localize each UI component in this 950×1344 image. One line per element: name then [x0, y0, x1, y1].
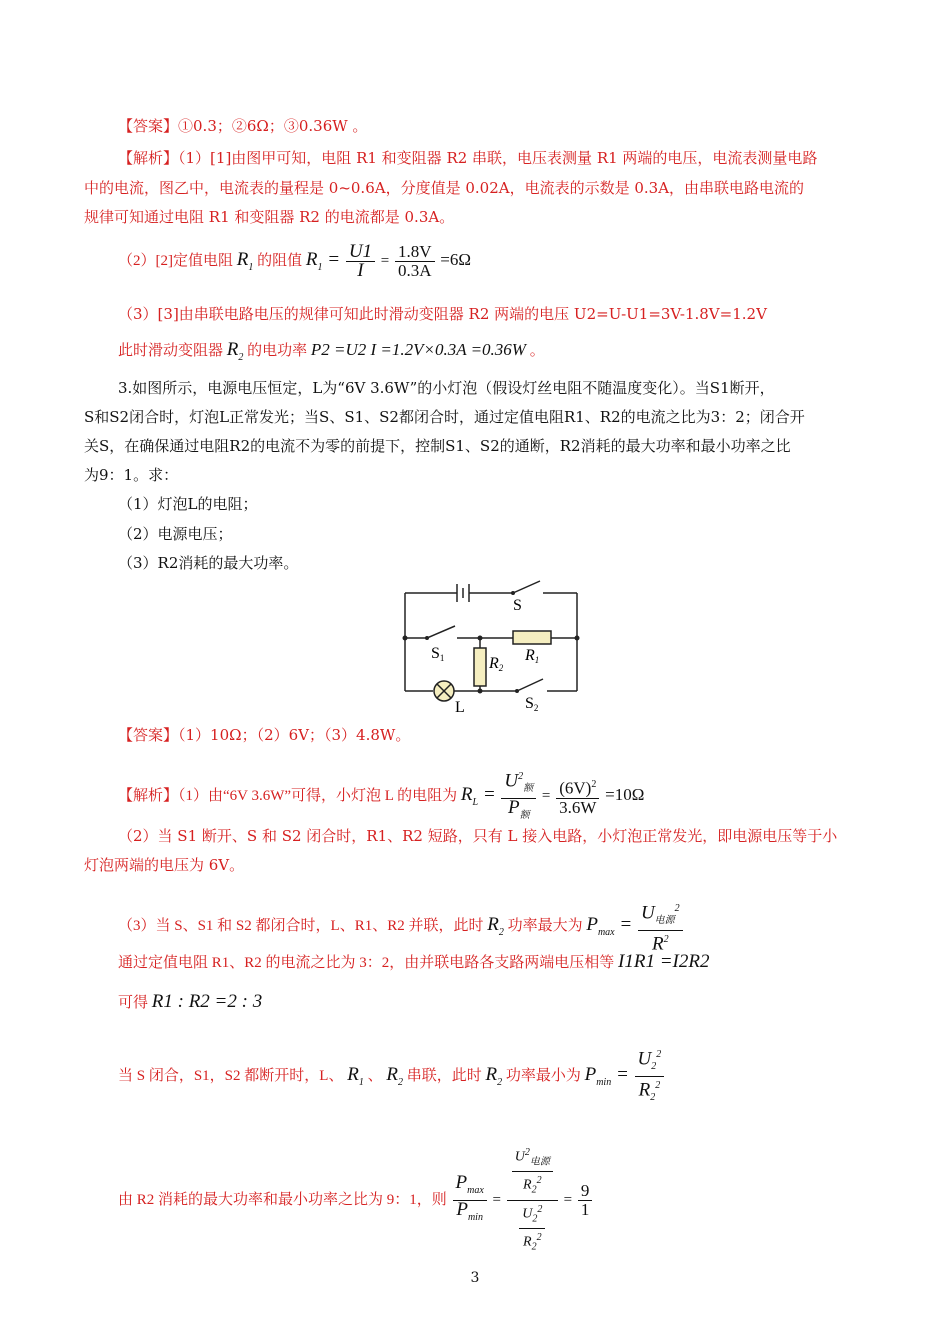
- answer-line-3: [118, 725, 410, 745]
- a3-p7-den: 1: [580, 1199, 590, 1219]
- p2-result: =6Ω: [440, 249, 472, 269]
- label-r1: R1: [525, 647, 540, 665]
- answer-tag: 【答案】: [118, 117, 179, 135]
- p4-equation: P2 =U2 I =1.2V×0.3A =0.36W: [310, 340, 526, 359]
- analysis1-p2: （2）[2]定值电阻 $R_1$ 的阻值 $R_1$ = $\frac{U1}{I}$ = $\frac{1.8V}{0.3A}$ =6Ω: [118, 241, 472, 281]
- page-number: 3: [470, 1270, 480, 1286]
- analysis3-p5: [118, 992, 262, 1013]
- a3-p3-pre: （3）当 S、S1 和 S2 都闭合时，L、R1、R2 并联，此时: [118, 918, 484, 935]
- analysis3-p2b: 灯泡两端的电压为 6V。: [84, 856, 245, 874]
- analysis3-p3: （3）当 S、S1 和 S2 都闭合时，L、R1、R2 并联，此时 $R_2$ 功率最大为 $P_{max}$ = $\frac{U_{电源}^2}{R^2}$: [118, 900, 685, 953]
- answer3-tag: 【答案】: [118, 726, 179, 744]
- answer-text: ①0.3；②6Ω；③0.36W 。: [178, 117, 368, 135]
- analysis3-p6: 当 S 闭合，S1，S2 都断开时，L、 $R_1$ 、 $R_2$ 串联，此时 $R_2$ 功率最小为 $P_{min}$ = $\frac{U_2^2}{R_2^2}$: [118, 1046, 666, 1107]
- a3-p5-pre: 可得: [118, 995, 149, 1011]
- analysis-text: （1）[1]由图甲可知，电阻 R1 和变阻器 R2 串联，电压表测量 R1 两端的电压，电流表测量电路: [178, 149, 818, 167]
- a3-p1-result: =10Ω: [605, 784, 645, 804]
- analysis1-p1a: [118, 148, 817, 168]
- a3-p4: 通过定值电阻 R1、R2 的电流之比为 3：2，由并联电路各支路两端电压相等: [118, 955, 615, 971]
- a3-p3-mid: 功率最大为: [507, 918, 583, 935]
- a3-p7-num: 9: [578, 1182, 593, 1201]
- label-r2: R2: [489, 655, 504, 673]
- frac-den: I: [357, 260, 364, 281]
- analysis3-p2a: （2）当 S1 断开、S 和 S2 闭合时，R1、R2 短路，只有 L 接入电路，小灯泡正常发光，即电源电压等于小: [118, 827, 838, 845]
- a3-p7-pre: 由 R2 消耗的最大功率和最小功率之比为 9：1，则: [118, 1191, 447, 1208]
- sub-question-2: （2）电源电压；: [118, 525, 233, 543]
- a3-p4-eq: I1R1 =I2R2: [618, 951, 710, 972]
- label-l: L: [455, 699, 465, 716]
- analysis1-p1c: 规律可知通过电阻 R1 和变阻器 R2 的电流都是 0.3A。: [84, 208, 455, 226]
- analysis-tag: 【解析】: [118, 149, 179, 167]
- a3-p6-end: 功率最小为: [505, 1068, 581, 1085]
- frac-num: U1: [346, 243, 375, 262]
- sub-question-3: （3）R2消耗的最大功率。: [118, 554, 299, 572]
- question-line-1: 3.如图所示，电源电压恒定，L为“6V 3.6W”的小灯泡（假设灯丝电阻不随温度变化）。当S1断开，: [118, 379, 775, 397]
- question-line-2: S和S2闭合时，灯泡L正常发光；当S、S1、S2都闭合时，通过定值电阻R1、R2的电流之比为3：2；闭合开: [84, 408, 805, 426]
- sub-question-1: （1）灯泡L的电阻；: [118, 495, 258, 513]
- analysis3-p7: 由 R2 消耗的最大功率和最小功率之比为 9：1，则 $\frac{P_{max}}{P_{min}}$ = $\frac{\frac{U^2_{电源}}{R_2^2}}{\frac{U_2^2}{R_2^2}}$ = $\frac{9}{1}$: [118, 1144, 594, 1257]
- analysis1-p4: 此时滑动变阻器 $R_2$ 的电功率 P2 =U2 I =1.2V×0.3A =0.36W 。: [118, 339, 545, 363]
- analysis1-p1b: 中的电流，图乙中，电流表的量程是 0~0.6A，分度值是 0.02A，电流表的示数是 0.3A，由串联电路电流的: [84, 179, 805, 197]
- frac-den-2: 0.3A: [398, 261, 432, 280]
- frac-num-2: 1.8V: [395, 243, 435, 262]
- circuit-diagram: [395, 578, 595, 718]
- p2-mid: 的阻值: [257, 252, 303, 269]
- analysis3-p1: 【解析】（1）由“6V 3.6W”可得，小灯泡 L 的电阻为 $R_L$ = $\frac{U^2_额}{P_额}$ = $\frac{(6V)^2}{3.6W}$ =10Ω: [118, 768, 644, 825]
- analysis3-p4: [118, 952, 709, 973]
- question-line-3: 关S，在确保通过电阻R2的电流不为零的前提下，控制S1、S2的通断，R2消耗的最大功率和最小功率之比: [84, 437, 791, 455]
- p4-mid: 的电功率: [247, 343, 308, 359]
- p4-pre: 此时滑动变阻器: [118, 343, 224, 359]
- answer-line-1: [118, 116, 367, 136]
- p4-end: 。: [529, 343, 545, 359]
- a3-p5-eq: R1 : R2 =2 : 3: [151, 991, 263, 1012]
- analysis1-p3: （3）[3]由串联电路电压的规律可知此时滑动变阻器 R2 两端的电压 U2=U-U1=3V-1.8V=1.2V: [118, 305, 767, 323]
- a3-p6-pre: 当 S 闭合，S1，S2 都断开时，L、: [118, 1068, 344, 1085]
- a3-p1-pre: （1）由“6V 3.6W”可得，小灯泡 L 的电阻为: [178, 787, 458, 804]
- answer3-text: （1）10Ω；（2）6V；（3）4.8W。: [178, 726, 411, 744]
- label-s2: S2: [525, 695, 539, 713]
- analysis3-tag: 【解析】: [118, 787, 179, 804]
- question-line-4: 为9：1。求：: [84, 466, 179, 484]
- p2-pre: （2）[2]定值电阻: [118, 252, 233, 269]
- label-s1: S1: [431, 645, 445, 663]
- a3-p6-mid: 、: [367, 1068, 383, 1085]
- a3-p6-mid2: 串联，此时: [406, 1068, 482, 1085]
- label-s: S: [513, 597, 522, 614]
